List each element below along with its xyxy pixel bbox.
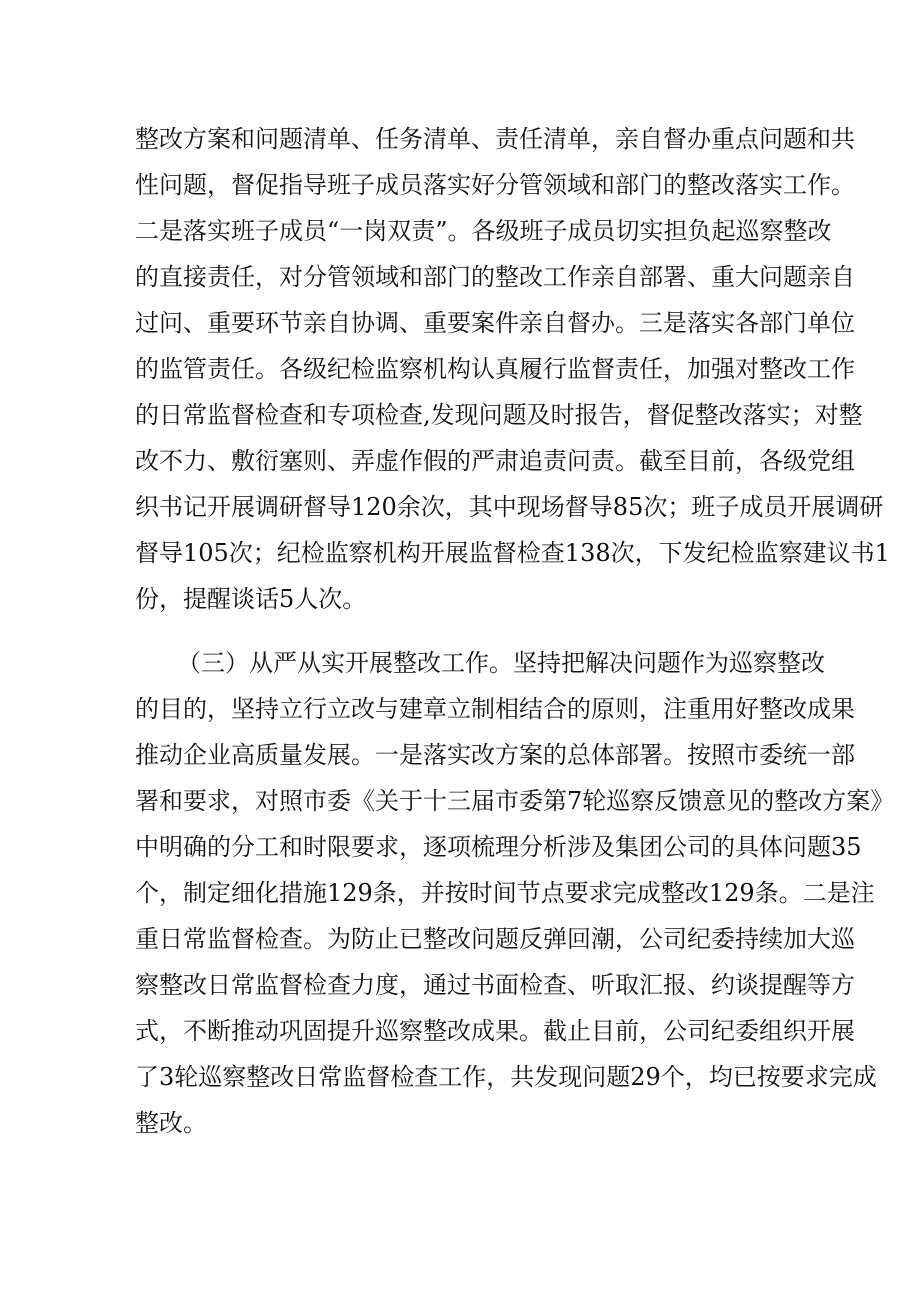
paragraph-1 [135, 116, 890, 622]
text-line: 份，提醒谈话5人次。 [135, 585, 367, 613]
text-line: 署和要求，对照市委《关于十三届市委第7轮巡察反馈意见的整改方案》 [135, 787, 895, 815]
text-line: 织书记开展调研督导120余次，其中现场督导85次；班子成员开展调研 [135, 493, 884, 521]
text-line: 的监管责任。各级纪检监察机构认真履行监督责任，加强对整改工作 [135, 355, 855, 383]
text-line: 了3轮巡察整改日常监督检查工作，共发现问题29个，均已按要求完成 [135, 1063, 877, 1091]
paragraph-spacer [135, 622, 795, 640]
text-line: 重日常监督检查。为防止已整改问题反弹回潮，公司纪委持续加大巡 [135, 925, 855, 953]
text-line: 督导105次；纪检监察机构开展监督检查138次，下发纪检监察建议书1 [135, 539, 890, 567]
text-line: 式，不断推动巩固提升巡察整改成果。截止目前，公司纪委组织开展 [135, 1017, 855, 1045]
text-line: 中明确的分工和时限要求，逐项梳理分析涉及集团公司的具体问题35 [135, 833, 862, 861]
text-line: 二是落实班子成员“一岗双责”。各级班子成员切实担负起巡察整改 [135, 217, 832, 245]
text-line: 个，制定细化措施129条，并按时间节点要求完成整改129条。二是注 [135, 879, 875, 907]
document-body [135, 116, 895, 1146]
paragraph-2 [135, 640, 895, 1146]
text-line: 整改方案和问题清单、任务清单、责任清单，亲自督办重点问题和共 [135, 125, 855, 153]
text-line: 的直接责任，对分管领域和部门的整改工作亲自部署、重大问题亲自 [135, 263, 855, 291]
text-line: 察整改日常监督检查力度，通过书面检查、听取汇报、约谈提醒等方 [135, 971, 855, 999]
text-line: 性问题，督促指导班子成员落实好分管领域和部门的整改落实工作。 [135, 171, 855, 199]
section-heading-line: （三）从严从实开展整改工作。坚持把解决问题作为巡察整改 [177, 649, 825, 677]
text-line: 的日常监督检查和专项检查,发现问题及时报告，督促整改落实；对整 [135, 401, 863, 429]
text-line: 改不力、敷衍塞则、弄虚作假的严肃追责问责。截至目前，各级党组 [135, 447, 855, 475]
text-line: 整改。 [135, 1109, 207, 1137]
text-line: 的目的，坚持立行立改与建章立制相结合的原则，注重用好整改成果 [135, 695, 855, 723]
text-line: 过问、重要环节亲自协调、重要案件亲自督办。三是落实各部门单位 [135, 309, 855, 337]
text-line: 推动企业高质量发展。一是落实改方案的总体部署。按照市委统一部 [135, 741, 855, 769]
